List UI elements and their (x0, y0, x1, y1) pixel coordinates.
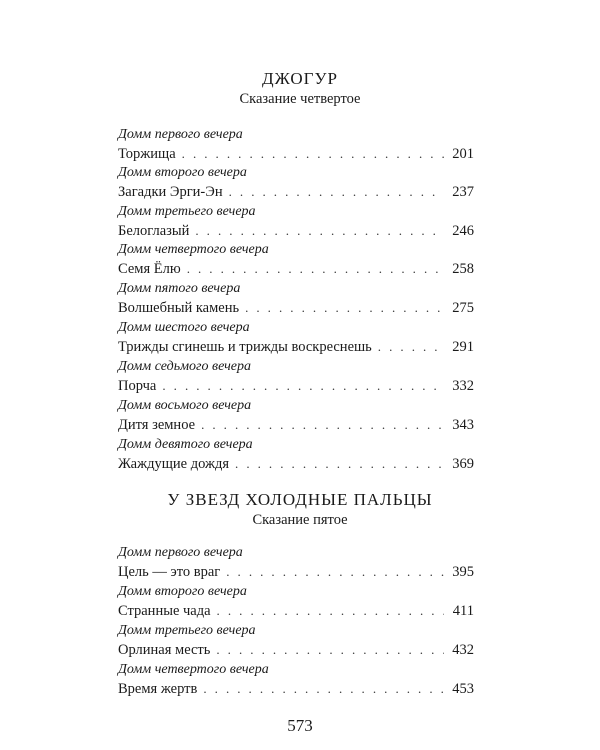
page-ref: 411 (452, 603, 474, 619)
section-1-subtitle: Сказание четвертое (239, 91, 361, 107)
page-ref: 237 (452, 184, 474, 200)
chapter-title: Орлиная месть (118, 642, 211, 658)
chapter-title: Волшебный камень (118, 300, 240, 316)
toc-entry (118, 240, 474, 279)
chapter-title: Цель — это враг (118, 564, 221, 580)
toc-entry (118, 163, 474, 202)
toc-entry (118, 318, 474, 357)
section-1-title: ДЖОГУР (261, 69, 338, 88)
page-ref: 201 (452, 146, 474, 162)
toc-entry (118, 543, 474, 582)
dot-leader (245, 298, 444, 318)
toc-row (118, 454, 474, 474)
toc-row (118, 298, 474, 318)
toc-entry (118, 621, 474, 660)
toc-row (118, 562, 474, 582)
evening-label: Домм четвертого вечера (118, 242, 269, 257)
evening-label: Домм пятого вечера (118, 281, 241, 296)
chapter-title: Белоглазый (118, 223, 190, 239)
chapter-title: Семя Ёлю (118, 261, 181, 277)
toc-entry (118, 279, 474, 318)
dot-leader (182, 144, 444, 164)
toc-entry (118, 582, 474, 621)
page-number: 573 (287, 716, 313, 735)
evening-label: Домм второго вечера (118, 165, 247, 180)
toc-row (118, 221, 474, 241)
toc-entry (118, 357, 474, 396)
chapter-title: Торжища (118, 146, 176, 162)
evening-label: Домм четвертого вечера (118, 662, 269, 677)
dot-leader (216, 640, 444, 660)
toc-row (118, 376, 474, 396)
dot-leader (162, 376, 444, 396)
toc-row (118, 640, 474, 660)
page-ref: 246 (452, 223, 474, 239)
page-ref: 369 (452, 456, 474, 472)
page-ref: 343 (452, 417, 474, 433)
evening-label: Домм третьего вечера (118, 204, 256, 219)
chapter-title: Странные чада (118, 603, 211, 619)
toc-row (118, 415, 474, 435)
evening-label: Домм восьмого вечера (118, 398, 252, 413)
dot-leader (203, 679, 444, 699)
dot-leader (229, 182, 444, 202)
dot-leader (201, 415, 444, 435)
evening-label: Домм седьмого вечера (118, 359, 251, 374)
toc-row (118, 144, 474, 164)
toc-entry (118, 125, 474, 164)
chapter-title: Жаждущие дождя (118, 456, 230, 472)
page-ref: 275 (452, 300, 474, 316)
chapter-title: Время жертв (118, 681, 198, 697)
page-ref: 453 (452, 681, 474, 697)
page-ref: 395 (452, 564, 474, 580)
toc-row (118, 182, 474, 202)
chapter-title: Дитя земное (118, 417, 196, 433)
evening-label: Домм шестого вечера (118, 320, 250, 335)
toc-entry (118, 202, 474, 241)
dot-leader (226, 562, 444, 582)
page-ref: 432 (452, 642, 474, 658)
toc-entry (118, 435, 474, 474)
evening-label: Домм первого вечера (118, 127, 243, 142)
dot-leader (217, 601, 444, 621)
chapter-title: Загадки Эрги-Эн (118, 184, 223, 200)
toc-entry (118, 396, 474, 435)
page-ref: 258 (452, 261, 474, 277)
toc-row (118, 337, 474, 357)
chapter-title: Трижды сгинешь и трижды воскреснешь (118, 339, 372, 355)
evening-label: Домм второго вечера (118, 584, 247, 599)
dot-leader (195, 221, 444, 241)
page-ref: 332 (452, 378, 474, 394)
toc-row (118, 679, 474, 699)
evening-label: Домм первого вечера (118, 545, 243, 560)
toc-row (118, 259, 474, 279)
dot-leader (378, 337, 444, 357)
evening-label: Домм девятого вечера (118, 437, 253, 452)
section-2-subtitle: Сказание пятое (252, 512, 348, 528)
evening-label: Домм третьего вечера (118, 623, 256, 638)
toc-entry (118, 660, 474, 699)
section-2-title: У ЗВЕЗД ХОЛОДНЫЕ ПАЛЬЦЫ (167, 490, 433, 509)
chapter-title: Порча (118, 378, 157, 394)
dot-leader (187, 259, 444, 279)
page-ref: 291 (452, 339, 474, 355)
dot-leader (235, 454, 444, 474)
toc-row (118, 601, 474, 621)
